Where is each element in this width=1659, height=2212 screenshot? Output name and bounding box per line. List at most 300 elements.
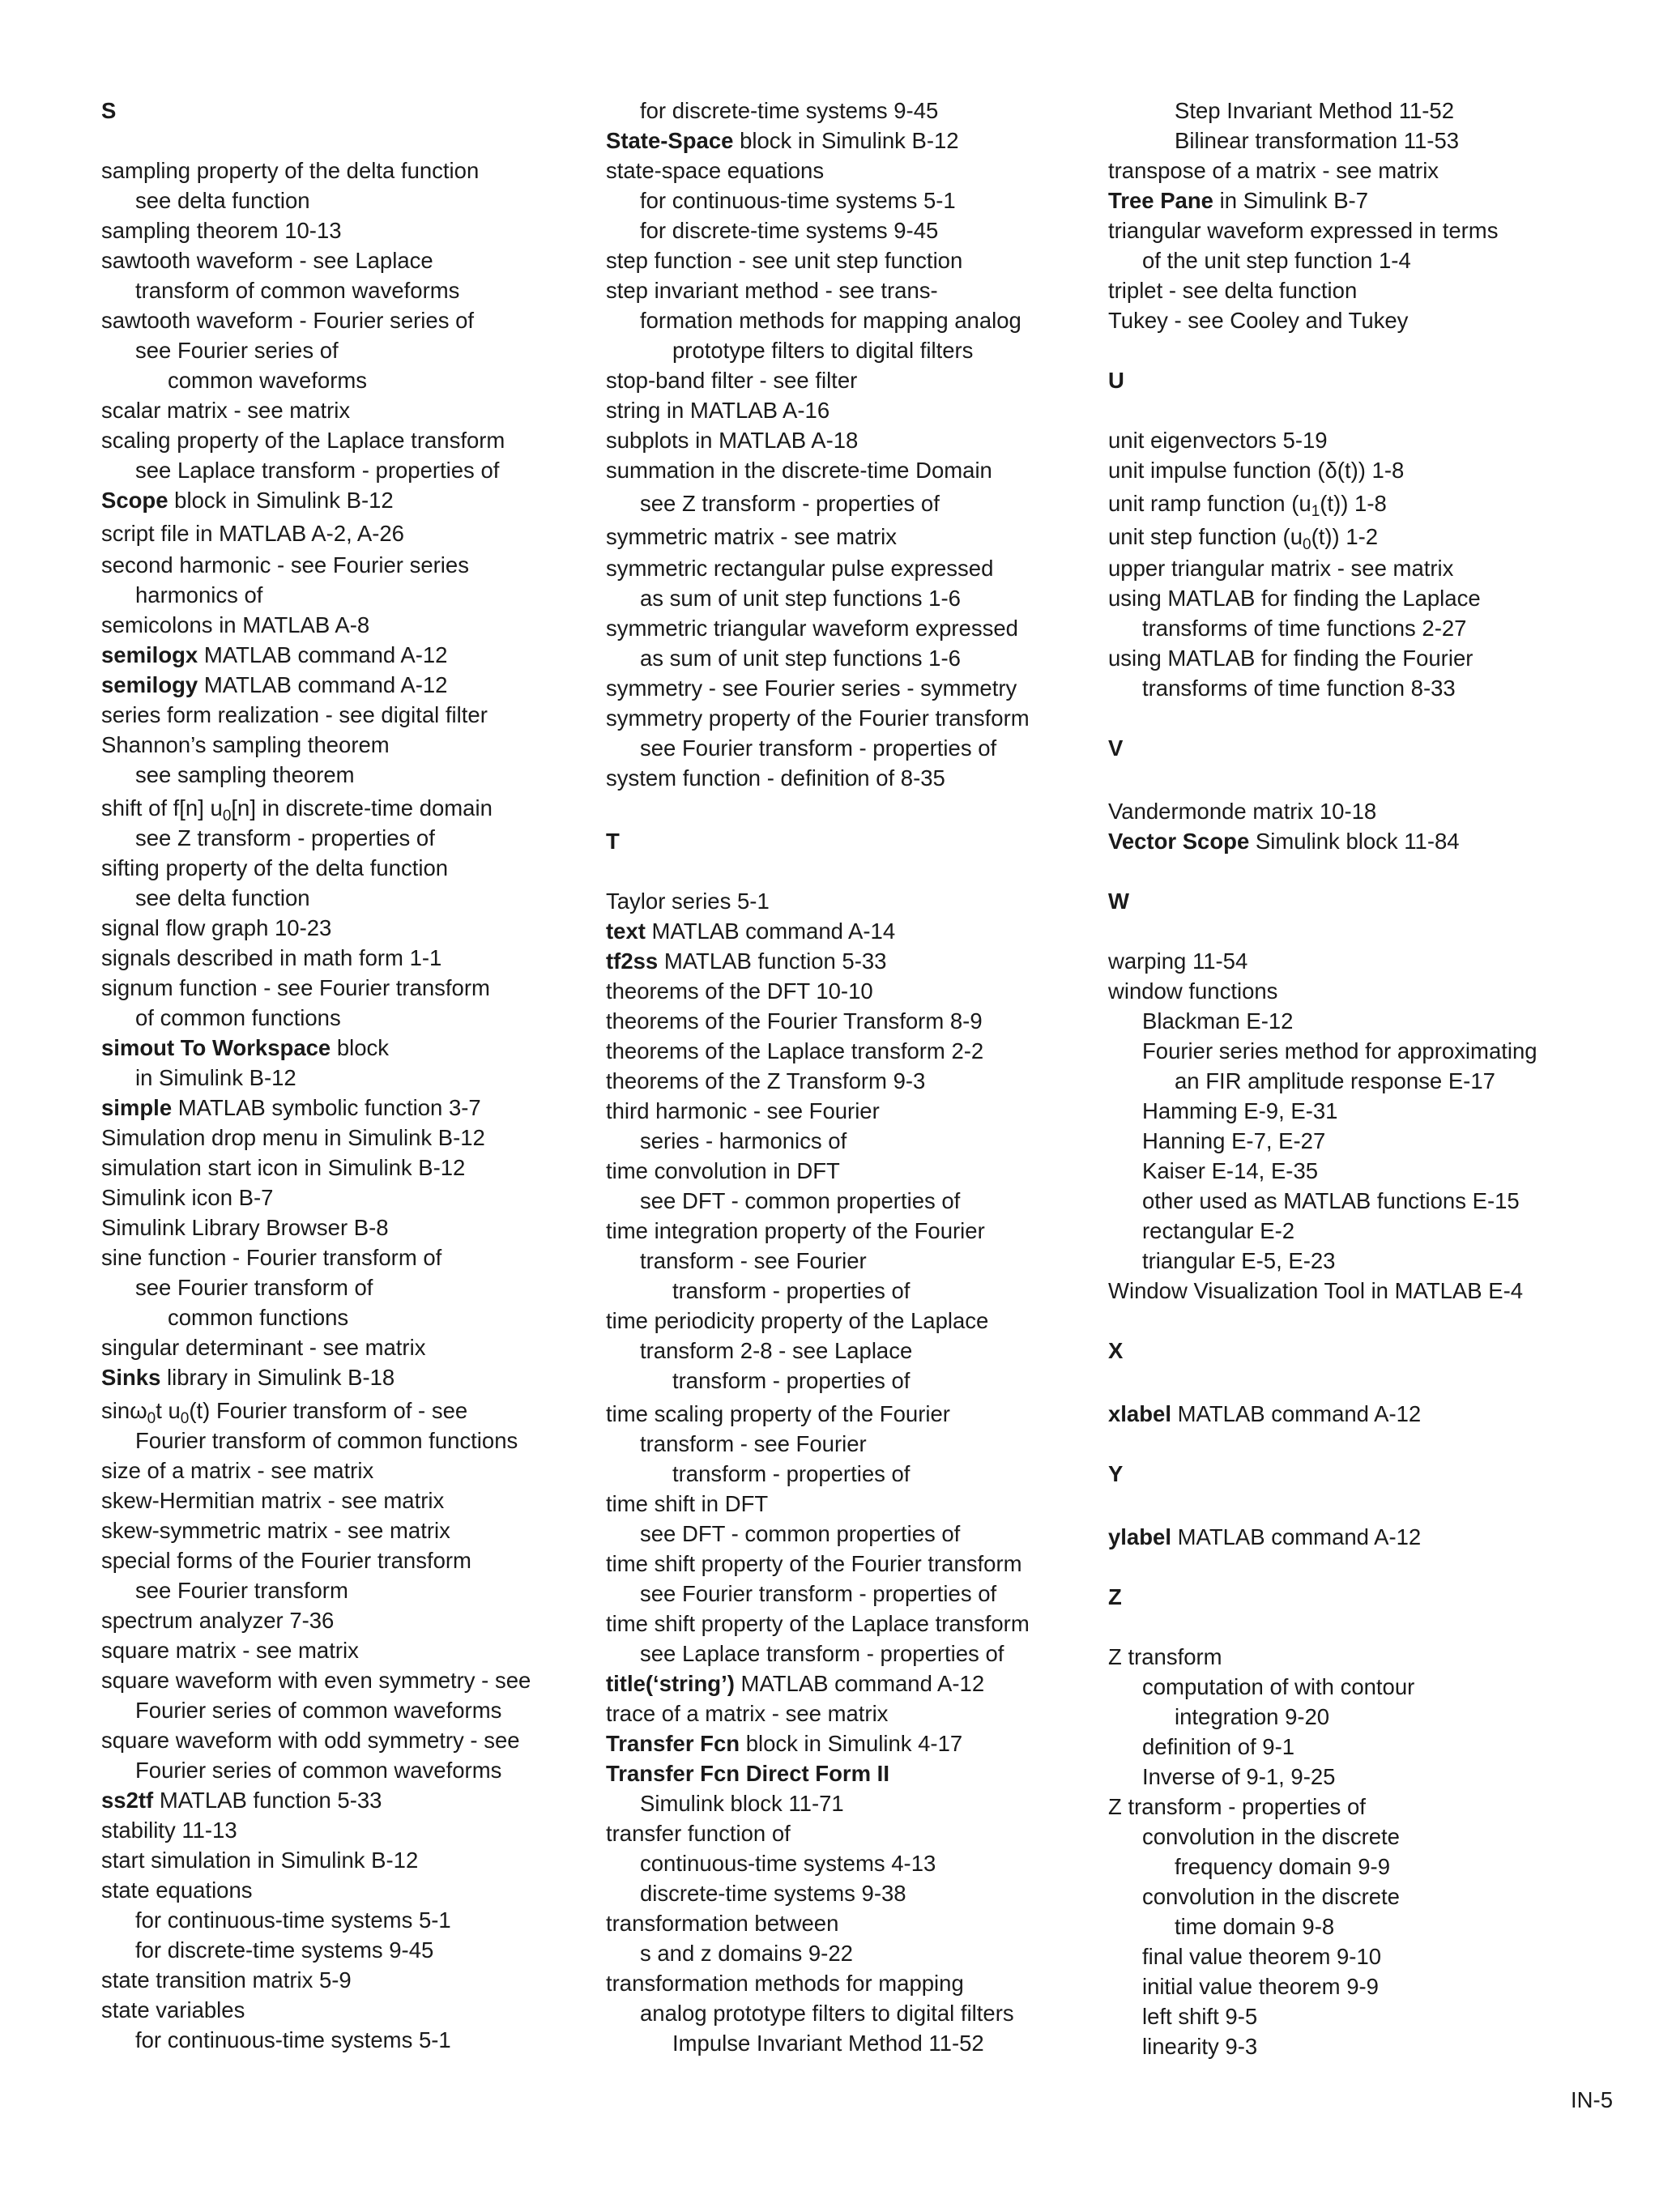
index-entry <box>606 1489 1100 1519</box>
entry-text: Step Invariant Method 11-52 <box>1175 98 1454 123</box>
entry-text: MATLAB command A-12 <box>1171 1524 1422 1549</box>
index-entry <box>101 1725 587 1755</box>
entry-text: scaling property of the Laplace transform <box>101 428 505 453</box>
index-entry <box>101 1213 587 1242</box>
entry-keyword: semilogx <box>101 642 198 667</box>
entry-text: transforms of time functions 2-27 <box>1142 616 1467 641</box>
entry-text: Impulse Invariant Method 11-52 <box>672 2031 984 2056</box>
entry-text: Fourier series of common waveforms <box>135 1698 502 1723</box>
index-entry <box>101 1635 587 1665</box>
index-subentry <box>606 1639 1100 1669</box>
spacer <box>1108 1366 1627 1396</box>
index-subentry <box>1108 1882 1627 1912</box>
entry-text: in Simulink B-7 <box>1213 188 1368 213</box>
entry-keyword: title(‘string’) <box>606 1671 735 1696</box>
entry-text: spectrum analyzer 7-36 <box>101 1608 335 1633</box>
index-entry <box>101 1033 587 1063</box>
entry-text: MATLAB command A-12 <box>198 642 448 667</box>
index-subentry <box>606 583 1100 613</box>
entry-text: MATLAB function 5-33 <box>658 948 887 974</box>
entry-text: convolution in the discrete <box>1142 1884 1400 1909</box>
index-entry <box>1108 1642 1627 1672</box>
index-subentry <box>1108 1762 1627 1792</box>
entry-text: transform - see Fourier <box>640 1431 867 1456</box>
index-entry <box>101 1242 587 1272</box>
index-subentry <box>606 2028 1100 2058</box>
entry-text: prototype filters to digital filters <box>672 338 974 363</box>
index-entry <box>606 1968 1100 1998</box>
entry-text: time domain 9-8 <box>1175 1914 1335 1939</box>
entry-text: for discrete-time systems 9-45 <box>640 218 939 243</box>
entry-text: trace of a matrix - see matrix <box>606 1701 889 1726</box>
index-entry <box>101 245 587 275</box>
index-entry <box>101 1153 587 1183</box>
index-subentry <box>1108 1126 1627 1156</box>
subscript: 0 <box>147 1410 156 1427</box>
index-entry <box>606 1399 1100 1429</box>
entry-keyword: Sinks <box>101 1365 161 1390</box>
entry-text: see Z transform - properties of <box>135 825 435 850</box>
entry-text: time periodicity property of the Laplace <box>606 1308 989 1333</box>
entry-text: Simulink icon B-7 <box>101 1185 274 1210</box>
entry-text: second harmonic - see Fourier series <box>101 552 469 578</box>
section-letter-heading: V <box>1108 735 1124 761</box>
spacer <box>1108 395 1627 425</box>
entry-text: summation in the discrete-time Domain <box>606 458 992 483</box>
index-entry <box>101 425 587 455</box>
index-entry <box>1108 156 1627 185</box>
index-subentry <box>606 1276 1100 1306</box>
index-entry <box>606 425 1100 455</box>
index-subentry <box>606 1246 1100 1276</box>
index-entry <box>1108 215 1627 245</box>
entry-text: theorems of the Z Transform 9-3 <box>606 1068 926 1093</box>
index-entry <box>101 913 587 943</box>
index-entry <box>606 395 1100 425</box>
section-letter-heading: T <box>606 829 620 854</box>
entry-text: block in Simulink B-12 <box>168 488 394 513</box>
entry-text: see Fourier transform <box>135 1578 348 1603</box>
index-subentry <box>606 1366 1100 1396</box>
index-entry <box>606 1698 1100 1728</box>
index-subentry <box>606 215 1100 245</box>
index-entry <box>1108 455 1627 485</box>
entry-text: window functions <box>1108 978 1278 1004</box>
entry-text: time convolution in DFT <box>606 1158 840 1183</box>
entry-text: an FIR amplitude response E-17 <box>1175 1068 1495 1093</box>
index-entry <box>101 973 587 1003</box>
entry-text: Z transform <box>1108 1644 1222 1669</box>
index-entry <box>101 853 587 883</box>
entry-text: state-space equations <box>606 158 825 183</box>
index-column-3 <box>1108 96 1627 2061</box>
entry-text: Shannon’s sampling theorem <box>101 732 390 757</box>
entry-text: convolution in the discrete <box>1142 1824 1400 1849</box>
entry-text: theorems of the DFT 10-10 <box>606 978 873 1004</box>
section-letter-heading: X <box>1108 1338 1124 1363</box>
index-subentry <box>1108 1066 1627 1096</box>
entry-text: final value theorem 9-10 <box>1142 1944 1382 1969</box>
entry-text: for continuous-time systems 5-1 <box>135 1907 451 1933</box>
index-subentry <box>1108 1006 1627 1036</box>
entry-text: continuous-time systems 4-13 <box>640 1851 936 1876</box>
index-subentry <box>1108 1732 1627 1762</box>
entry-text: transformation methods for mapping <box>606 1971 964 1996</box>
entry-text: see Fourier series of <box>135 338 339 363</box>
entry-text: theorems of the Laplace transform 2-2 <box>606 1038 984 1063</box>
index-entry <box>101 1875 587 1905</box>
entry-text: discrete-time systems 9-38 <box>640 1881 906 1906</box>
index-column-1 <box>101 96 587 2055</box>
entry-text: (t)) 1-8 <box>1320 491 1387 516</box>
entry-text: unit eigenvectors 5-19 <box>1108 428 1328 453</box>
entry-text: transform - properties of <box>672 1368 911 1393</box>
entry-text: sampling theorem 10-13 <box>101 218 342 243</box>
index-entry <box>101 670 587 700</box>
page-number: IN-5 <box>1571 2087 1613 2112</box>
entry-text: triangular E-5, E-23 <box>1142 1248 1336 1273</box>
index-subentry <box>101 760 587 790</box>
index-entry <box>1108 488 1627 518</box>
index-entry <box>606 1549 1100 1579</box>
entry-text: other used as MATLAB functions E-15 <box>1142 1188 1520 1213</box>
index-entry <box>1108 1276 1627 1306</box>
entry-text: unit impulse function (δ(t)) 1-8 <box>1108 458 1405 483</box>
entry-text: of the unit step function 1-4 <box>1142 248 1411 273</box>
index-entry <box>606 1006 1100 1036</box>
entry-text: size of a matrix - see matrix <box>101 1458 374 1483</box>
spacer <box>1108 1489 1627 1519</box>
index-subentry <box>101 1063 587 1093</box>
index-entry <box>606 1908 1100 1938</box>
spacer <box>1108 1552 1627 1582</box>
index-subentry <box>606 1519 1100 1549</box>
entry-text: Blackman E-12 <box>1142 1008 1294 1034</box>
index-subentry <box>101 1575 587 1605</box>
entry-text: MATLAB command A-12 <box>734 1671 985 1696</box>
entry-text: sifting property of the delta function <box>101 855 449 880</box>
index-subentry <box>606 1848 1100 1878</box>
index-subentry <box>101 1302 587 1332</box>
entry-text: s and z domains 9-22 <box>640 1941 853 1966</box>
entry-text: using MATLAB for finding the Laplace <box>1108 586 1481 611</box>
index-subentry <box>101 185 587 215</box>
entry-text: third harmonic - see Fourier <box>606 1098 880 1123</box>
index-subentry <box>606 1878 1100 1908</box>
index-entry <box>101 700 587 730</box>
entry-text: special forms of the Fourier transform <box>101 1548 471 1573</box>
entry-text: Simulink Library Browser B-8 <box>101 1215 389 1240</box>
index-subentry <box>101 1935 587 1965</box>
index-entry <box>101 1332 587 1362</box>
entry-text: see DFT - common properties of <box>640 1521 961 1546</box>
index-entry <box>101 1362 587 1392</box>
index-entry <box>606 1728 1100 1758</box>
entry-text: see sampling theorem <box>135 762 355 787</box>
entry-text: sampling property of the delta function <box>101 158 480 183</box>
entry-text: MATLAB symbolic function 3-7 <box>172 1095 481 1120</box>
entry-text: sawtooth waveform - see Laplace <box>101 248 433 273</box>
entry-text: Vandermonde matrix 10-18 <box>1108 799 1377 824</box>
entry-text: square waveform with odd symmetry - see <box>101 1728 520 1753</box>
index-subentry <box>101 1695 587 1725</box>
index-entry <box>101 1183 587 1213</box>
entry-text: singular determinant - see matrix <box>101 1335 426 1360</box>
index-subentry <box>101 1905 587 1935</box>
entry-text: Bilinear transformation 11-53 <box>1175 128 1460 153</box>
index-subentry <box>1108 1186 1627 1216</box>
entry-text: sinω <box>101 1398 147 1423</box>
index-subentry <box>101 1003 587 1033</box>
entry-text: block <box>331 1035 390 1060</box>
entry-text: Kaiser E-14, E-35 <box>1142 1158 1319 1183</box>
entry-keyword: simple <box>101 1095 173 1120</box>
index-entry <box>1108 1522 1627 1552</box>
index-entry <box>606 673 1100 703</box>
entry-text: signals described in math form 1-1 <box>101 945 442 970</box>
section-letter-heading: Z <box>1108 1584 1122 1609</box>
entry-text: MATLAB command A-12 <box>198 672 448 697</box>
spacer <box>1108 916 1627 946</box>
index-column-2 <box>606 96 1100 2058</box>
entry-text: MATLAB command A-14 <box>645 918 896 944</box>
index-entry <box>606 976 1100 1006</box>
entry-text: time shift property of the Fourier transform <box>606 1551 1022 1576</box>
index-subentry <box>101 1755 587 1785</box>
index-entry <box>101 1995 587 2025</box>
entry-text: time scaling property of the Fourier <box>606 1401 950 1426</box>
entry-text: Simulink block 11-84 <box>1249 829 1460 854</box>
entry-text: symmetry - see Fourier series - symmetry <box>606 676 1017 701</box>
entry-text: harmonics of <box>135 582 263 607</box>
index-entry <box>101 640 587 670</box>
entry-text: sine function - Fourier transform of <box>101 1245 442 1270</box>
index-entry <box>1108 425 1627 455</box>
entry-text: time shift in DFT <box>606 1491 769 1516</box>
index-entry <box>606 703 1100 733</box>
index-entry <box>606 946 1100 976</box>
index-entry <box>606 1096 1100 1126</box>
index-subentry <box>606 1459 1100 1489</box>
index-subentry <box>606 305 1100 335</box>
entry-keyword: xlabel <box>1108 1401 1171 1426</box>
entry-text: system function - definition of 8-35 <box>606 765 945 791</box>
index-entry <box>101 1545 587 1575</box>
index-subentry <box>101 1426 587 1455</box>
index-entry <box>101 1785 587 1815</box>
entry-keyword: State-Space <box>606 128 734 153</box>
entry-keyword: Tree Pane <box>1108 188 1213 213</box>
entry-text: as sum of unit step functions 1-6 <box>640 646 961 671</box>
entry-text: frequency domain 9-9 <box>1175 1854 1390 1879</box>
index-entry <box>606 365 1100 395</box>
index-entry <box>1108 796 1627 826</box>
index-entry <box>101 793 587 823</box>
entry-text: Fourier series method for approximating <box>1142 1038 1537 1063</box>
subscript: 1 <box>1311 503 1320 520</box>
entry-text: simulation start icon in Simulink B-12 <box>101 1155 466 1180</box>
index-subentry <box>101 823 587 853</box>
entry-text: start simulation in Simulink B-12 <box>101 1848 419 1873</box>
spacer <box>1108 1306 1627 1336</box>
entry-keyword: Vector Scope <box>1108 829 1250 854</box>
index-subentry <box>606 1126 1100 1156</box>
entry-text: see DFT - common properties of <box>640 1188 961 1213</box>
spacer <box>101 126 587 156</box>
index-subentry <box>606 488 1100 518</box>
entry-text: time shift property of the Laplace transform <box>606 1611 1030 1636</box>
entry-text: block in Simulink B-12 <box>733 128 959 153</box>
index-entry <box>101 1605 587 1635</box>
entry-text: Taylor series 5-1 <box>606 889 770 914</box>
index-entry <box>606 1036 1100 1066</box>
index-entry <box>1108 275 1627 305</box>
entry-text: square waveform with even symmetry - see <box>101 1668 531 1693</box>
index-entry <box>1108 522 1627 552</box>
index-entry <box>1108 643 1627 673</box>
index-entry <box>101 1515 587 1545</box>
index-subentry <box>606 1938 1100 1968</box>
entry-text: symmetric triangular waveform expressed <box>606 616 1018 641</box>
spacer <box>1108 703 1627 733</box>
index-subentry <box>606 1579 1100 1609</box>
index-subentry <box>1108 126 1627 156</box>
index-entry <box>606 1306 1100 1336</box>
index-entry <box>101 395 587 425</box>
entry-text: transfer function of <box>606 1821 791 1846</box>
index-entry <box>1108 826 1627 856</box>
index-entry <box>101 550 587 580</box>
index-entry <box>606 1609 1100 1639</box>
spacer <box>1108 1612 1627 1642</box>
entry-text: semicolons in MATLAB A-8 <box>101 612 370 637</box>
index-entry <box>101 1845 587 1875</box>
entry-text: for continuous-time systems 5-1 <box>640 188 956 213</box>
index-subentry <box>1108 1912 1627 1941</box>
subscript: 0 <box>222 808 232 825</box>
index-entry <box>101 485 587 515</box>
entry-text: Hanning E-7, E-27 <box>1142 1128 1326 1153</box>
index-entry <box>606 553 1100 583</box>
entry-text: for discrete-time systems 9-45 <box>135 1937 434 1963</box>
entry-text: see Laplace transform - properties of <box>135 458 500 483</box>
entry-text: common waveforms <box>168 368 368 393</box>
spacer <box>1108 1429 1627 1459</box>
entry-text: library in Simulink B-18 <box>160 1365 395 1390</box>
index-entry <box>606 156 1100 185</box>
index-subentry <box>606 1998 1100 2028</box>
entry-text: transformation between <box>606 1911 839 1936</box>
index-subentry <box>1108 2031 1627 2061</box>
entry-text: Simulink block 11-71 <box>640 1791 844 1816</box>
index-entry <box>101 1396 587 1426</box>
entry-text: integration 9-20 <box>1175 1704 1330 1729</box>
entry-text: state equations <box>101 1877 253 1903</box>
entry-text: subplots in MATLAB A-18 <box>606 428 859 453</box>
index-entry <box>101 610 587 640</box>
index-entry <box>1108 946 1627 976</box>
entry-text: Fourier series of common waveforms <box>135 1758 502 1783</box>
entry-text: see Fourier transform of <box>135 1275 373 1300</box>
entry-text: see Fourier transform - properties of <box>640 735 997 761</box>
index-subentry <box>1108 96 1627 126</box>
entry-text: formation methods for mapping analog <box>640 308 1021 333</box>
entry-text: signal flow graph 10-23 <box>101 915 332 940</box>
index-entry <box>606 275 1100 305</box>
index-subentry <box>101 365 587 395</box>
entry-keyword: Scope <box>101 488 168 513</box>
index-entry <box>1108 305 1627 335</box>
entry-keyword: ylabel <box>1108 1524 1171 1549</box>
entry-keyword: Transfer Fcn Direct Form II <box>606 1761 889 1786</box>
index-entry <box>606 245 1100 275</box>
index-entry <box>606 1669 1100 1698</box>
index-entry <box>606 1156 1100 1186</box>
entry-text: step function - see unit step function <box>606 248 963 273</box>
entry-text: as sum of unit step functions 1-6 <box>640 586 961 611</box>
section-letter-heading: U <box>1108 368 1124 393</box>
entry-text: Tukey - see Cooley and Tukey <box>1108 308 1409 333</box>
entry-text: for discrete-time systems 9-45 <box>640 98 939 123</box>
entry-text: using MATLAB for finding the Fourier <box>1108 646 1473 671</box>
entry-text: transforms of time function 8-33 <box>1142 676 1456 701</box>
entry-text: Z transform - properties of <box>1108 1794 1366 1819</box>
entry-text: see Fourier transform - properties of <box>640 1581 997 1606</box>
entry-text: linearity 9-3 <box>1142 2034 1258 2059</box>
entry-text: [n] in discrete-time domain <box>231 795 493 820</box>
entry-text: state transition matrix 5-9 <box>101 1967 352 1993</box>
entry-text: t u <box>156 1398 181 1423</box>
entry-text: scalar matrix - see matrix <box>101 398 351 423</box>
entry-text: series form realization - see digital filter <box>101 702 488 727</box>
entry-keyword: semilogy <box>101 672 198 697</box>
entry-text: analog prototype filters to digital filters <box>640 2001 1014 2026</box>
index-subentry <box>101 1272 587 1302</box>
index-entry <box>101 1665 587 1695</box>
index-entry <box>101 215 587 245</box>
entry-text: in Simulink B-12 <box>135 1065 296 1090</box>
index-entry <box>606 1216 1100 1246</box>
index-entry <box>606 916 1100 946</box>
entry-text: transform - properties of <box>672 1278 911 1303</box>
entry-text: symmetric rectangular pulse expressed <box>606 556 994 581</box>
index-subentry <box>1108 1852 1627 1882</box>
entry-text: see Laplace transform - properties of <box>640 1641 1004 1666</box>
index-entry <box>101 1965 587 1995</box>
index-entry <box>606 522 1100 552</box>
entry-text: (t) Fourier transform of - see <box>189 1398 468 1423</box>
index-subentry <box>101 883 587 913</box>
index-subentry <box>606 1336 1100 1366</box>
entry-text: skew-symmetric matrix - see matrix <box>101 1518 450 1543</box>
index-entry <box>606 1066 1100 1096</box>
entry-text: transform of common waveforms <box>135 278 460 303</box>
entry-text: square matrix - see matrix <box>101 1638 359 1663</box>
entry-text: string in MATLAB A-16 <box>606 398 830 423</box>
entry-text: transform - properties of <box>672 1461 911 1486</box>
spacer <box>1108 856 1627 886</box>
entry-text: series - harmonics of <box>640 1128 847 1153</box>
index-subentry <box>606 643 1100 673</box>
entry-keyword: simout To Workspace <box>101 1035 331 1060</box>
entry-keyword: text <box>606 918 646 944</box>
index-entry <box>1108 1399 1627 1429</box>
index-entry <box>606 763 1100 793</box>
index-subentry <box>606 1429 1100 1459</box>
entry-text: (t)) 1-2 <box>1311 524 1379 549</box>
index-subentry <box>1108 1971 1627 2001</box>
index-entry <box>101 943 587 973</box>
